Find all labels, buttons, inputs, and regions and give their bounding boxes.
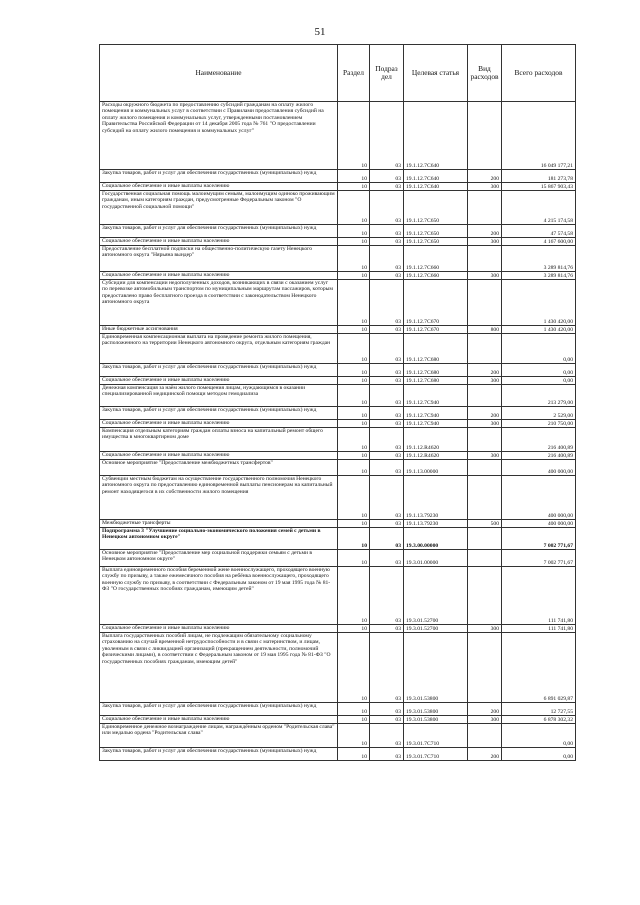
table-body (100, 102, 576, 761)
table-row (100, 633, 576, 703)
row-section: 10 (338, 280, 370, 326)
row-subsection: 03 (370, 272, 404, 280)
row-kind (468, 191, 502, 225)
row-total: 1 430 420,00 (502, 280, 576, 326)
row-total: 6 891 029,87 (502, 633, 576, 703)
row-name: Межбюджетные трансферты (100, 520, 338, 528)
row-subsection: 03 (370, 625, 404, 633)
table-row (100, 703, 576, 716)
table-row (100, 460, 576, 476)
row-subsection: 03 (370, 724, 404, 748)
row-section: 10 (338, 748, 370, 761)
row-subsection: 03 (370, 280, 404, 326)
row-article: 19.1.12.7С650 (404, 238, 468, 246)
row-article: 19.3.01.00000 (404, 550, 468, 567)
row-article: 19.1.12.7С650 (404, 191, 468, 225)
row-article: 19.3.00.00000 (404, 528, 468, 550)
table-row (100, 550, 576, 567)
row-total: 210 750,00 (502, 420, 576, 428)
row-kind: 300 (468, 420, 502, 428)
table-row (100, 246, 576, 272)
row-article: 19.1.12.7С670 (404, 280, 468, 326)
row-kind: 200 (468, 364, 502, 377)
row-name: Социальное обеспечение и иные выплаты населению (100, 452, 338, 460)
row-article: 19.1.12.7С940 (404, 407, 468, 420)
row-name: Единовременная компенсационная выплата на проведение ремонта жилого помещения, расположенного на территории Ненецкого автономного округа, отдельным категориям граждан (100, 334, 338, 364)
row-section: 10 (338, 724, 370, 748)
row-article: 19.1.12.7С680 (404, 364, 468, 377)
row-total: 400 000,00 (502, 520, 576, 528)
table-row (100, 377, 576, 385)
row-kind: 300 (468, 625, 502, 633)
row-section: 10 (338, 326, 370, 334)
table-row (100, 225, 576, 238)
row-article: 19.1.12.7С680 (404, 377, 468, 385)
row-subsection: 03 (370, 748, 404, 761)
row-section: 10 (338, 191, 370, 225)
row-kind: 300 (468, 452, 502, 460)
row-article: 19.3.01.7С710 (404, 748, 468, 761)
row-section: 10 (338, 183, 370, 191)
row-kind (468, 102, 502, 170)
row-subsection: 03 (370, 420, 404, 428)
row-name: Государственная социальная помощь малоимущим семьям, малоимущим одиноко проживающим гражданам, иным категориям граждан, предусмотренные Федеральным законом "О государственной социальной помощи" (100, 191, 338, 225)
row-article: 19.1.13.79230 (404, 476, 468, 520)
row-subsection: 03 (370, 102, 404, 170)
table-row (100, 238, 576, 246)
row-section: 10 (338, 716, 370, 724)
header-kind: Вид расходов (468, 45, 502, 102)
row-article: 19.1.12.7С640 (404, 183, 468, 191)
row-name: Социальное обеспечение и иные выплаты населению (100, 716, 338, 724)
row-section: 10 (338, 272, 370, 280)
row-article: 19.1.12.7С940 (404, 385, 468, 407)
row-section: 10 (338, 460, 370, 476)
row-subsection: 03 (370, 238, 404, 246)
row-article: 19.1.12.7С640 (404, 102, 468, 170)
row-total: 4 167 600,00 (502, 238, 576, 246)
row-kind: 300 (468, 716, 502, 724)
row-article: 19.1.12.7С670 (404, 326, 468, 334)
row-name: Выплата единовременного пособия беременной жене военнослужащего, проходящего военную службу по призыву, а также ежемесячного пособия на ребёнка военнослужащего, проходящего военную службу по призыву, в соответствии с Федеральным законом от 19 мая 1995 года № 81-ФЗ "О государственных пособиях гражданам, имеющим детей" (100, 567, 338, 625)
row-kind: 300 (468, 183, 502, 191)
row-total: 400 000,00 (502, 460, 576, 476)
row-article: 19.1.12.7С660 (404, 272, 468, 280)
row-subsection: 03 (370, 520, 404, 528)
row-total: 4 215 174,58 (502, 191, 576, 225)
table-row (100, 334, 576, 364)
row-total: 400 000,00 (502, 476, 576, 520)
row-kind: 200 (468, 170, 502, 183)
row-name: Расходы окружного бюджета по предоставлению субсидий гражданам на оплату жилого помещения и коммунальных услуг в соответствии с Правилами предоставления субсидий на оплату жилого помещения и коммунальных услуг, утвержденными постановлением Правительства Российской Федерации от 14 декабря 2005 года № 761 "О предоставлении субсидий на оплату жилого помещения и коммунальных услуг" (100, 102, 338, 170)
table-row (100, 326, 576, 334)
row-section: 10 (338, 452, 370, 460)
row-subsection: 03 (370, 476, 404, 520)
row-section: 10 (338, 528, 370, 550)
row-total: 16 049 177,21 (502, 102, 576, 170)
table-row (100, 528, 576, 550)
row-subsection: 03 (370, 716, 404, 724)
row-total: 3 289 814,76 (502, 246, 576, 272)
row-total: 2 529,00 (502, 407, 576, 420)
row-total: 47 574,58 (502, 225, 576, 238)
row-kind (468, 724, 502, 748)
row-subsection: 03 (370, 326, 404, 334)
row-section: 10 (338, 334, 370, 364)
table-header-row (100, 45, 576, 102)
row-section: 10 (338, 377, 370, 385)
row-kind (468, 528, 502, 550)
row-name: Денежная компенсация за наём жилого помещения лицам, нуждающимся в оказании специализированной медицинской помощи методом гемодиализа (100, 385, 338, 407)
row-name: Социальное обеспечение и иные выплаты населению (100, 272, 338, 280)
row-total: 0,00 (502, 724, 576, 748)
row-article: 19.1.12.7С660 (404, 246, 468, 272)
table-row (100, 625, 576, 633)
row-article: 19.1.12.7С650 (404, 225, 468, 238)
row-kind: 300 (468, 272, 502, 280)
row-kind (468, 567, 502, 625)
row-kind (468, 633, 502, 703)
row-section: 10 (338, 703, 370, 716)
row-kind: 500 (468, 520, 502, 528)
table-row (100, 567, 576, 625)
row-section: 10 (338, 420, 370, 428)
table-row (100, 452, 576, 460)
row-total: 181 273,78 (502, 170, 576, 183)
row-name: Выплата государственных пособий лицам, не подлежащим обязательному социальному страхованию на случай временной нетрудоспособности и в связи с материнством, и лицам, уволенным в связи с ликвидацией организаций (прекращением деятельности, полномочий физическими лицами), в соответствии с Федеральным законом от 19 мая 1995 года № 81-ФЗ "О государственных пособиях гражданам, имеющим детей" (100, 633, 338, 703)
row-subsection: 03 (370, 703, 404, 716)
row-article: 19.1.13.00000 (404, 460, 468, 476)
table-row (100, 102, 576, 170)
row-total: 7 002 771,67 (502, 528, 576, 550)
row-kind (468, 334, 502, 364)
row-article: 19.1.12.R4620 (404, 428, 468, 452)
table-row (100, 385, 576, 407)
row-total: 111 741,80 (502, 625, 576, 633)
row-kind (468, 460, 502, 476)
row-kind (468, 476, 502, 520)
row-name: Закупка товаров, работ и услуг для обеспечения государственных (муниципальных) нужд (100, 170, 338, 183)
row-name: Социальное обеспечение и иные выплаты населению (100, 420, 338, 428)
row-kind: 200 (468, 225, 502, 238)
row-article: 19.3.01.53800 (404, 633, 468, 703)
table-row (100, 428, 576, 452)
row-section: 10 (338, 102, 370, 170)
row-name: Социальное обеспечение и иные выплаты населению (100, 183, 338, 191)
budget-table (99, 44, 576, 761)
row-subsection: 03 (370, 191, 404, 225)
row-kind (468, 246, 502, 272)
row-total: 6 878 302,32 (502, 716, 576, 724)
row-subsection: 03 (370, 170, 404, 183)
table-row (100, 170, 576, 183)
row-section: 10 (338, 364, 370, 377)
header-name: Наименование (100, 45, 338, 102)
row-total: 12 727,55 (502, 703, 576, 716)
row-article: 19.3.01.53800 (404, 716, 468, 724)
row-article: 19.1.12.R4620 (404, 452, 468, 460)
row-kind (468, 550, 502, 567)
row-section: 10 (338, 633, 370, 703)
row-name: Социальное обеспечение и иные выплаты населению (100, 238, 338, 246)
table-row (100, 183, 576, 191)
row-subsection: 03 (370, 334, 404, 364)
page-number: 51 (314, 26, 326, 38)
row-section: 10 (338, 246, 370, 272)
row-name: Основное мероприятие "Предоставление мер социальной поддержки семьям с детьми в Ненецком автономном округе" (100, 550, 338, 567)
row-section: 10 (338, 550, 370, 567)
row-name: Подпрограмма 3 "Улучшение социально-экономического положения семей с детьми в Ненецком автономном округе" (100, 528, 338, 550)
row-subsection: 03 (370, 567, 404, 625)
row-article: 19.1.13.79230 (404, 520, 468, 528)
row-name: Компенсация отдельным категориям граждан оплаты взноса на капитальный ремонт общего имущества в многоквартирном доме (100, 428, 338, 452)
table-row (100, 420, 576, 428)
row-article: 19.1.12.7С680 (404, 334, 468, 364)
row-kind: 300 (468, 238, 502, 246)
row-subsection: 03 (370, 452, 404, 460)
row-subsection: 03 (370, 407, 404, 420)
row-subsection: 03 (370, 183, 404, 191)
header-subsection: Подраз дел (370, 45, 404, 102)
table-row (100, 272, 576, 280)
row-subsection: 03 (370, 633, 404, 703)
table-row (100, 280, 576, 326)
row-article: 19.3.01.52700 (404, 567, 468, 625)
row-total: 111 741,80 (502, 567, 576, 625)
row-section: 10 (338, 385, 370, 407)
row-kind: 200 (468, 748, 502, 761)
row-kind: 300 (468, 377, 502, 385)
row-total: 0,00 (502, 334, 576, 364)
row-section: 10 (338, 407, 370, 420)
row-name: Закупка товаров, работ и услуг для обеспечения государственных (муниципальных) нужд (100, 364, 338, 377)
row-section: 10 (338, 170, 370, 183)
row-subsection: 03 (370, 460, 404, 476)
table-row (100, 724, 576, 748)
row-subsection: 03 (370, 246, 404, 272)
row-subsection: 03 (370, 550, 404, 567)
row-name: Предоставление бесплатной подписки на общественно-политическую газету Ненецкого автономного округа "Нярьяна вындер" (100, 246, 338, 272)
row-subsection: 03 (370, 528, 404, 550)
table-row (100, 364, 576, 377)
table-row (100, 748, 576, 761)
row-subsection: 03 (370, 377, 404, 385)
row-kind: 200 (468, 703, 502, 716)
row-section: 10 (338, 567, 370, 625)
row-name: Закупка товаров, работ и услуг для обеспечения государственных (муниципальных) нужд (100, 703, 338, 716)
row-total: 216 400,89 (502, 428, 576, 452)
row-total: 216 400,89 (502, 452, 576, 460)
row-total: 15 867 903,43 (502, 183, 576, 191)
row-name: Субсидии для компенсации недополученных доходов, возникающих в связи с оказанием услуг по перевозке автомобильным транспортом по муниципальным маршрутам пассажиров, которым предоставлено право бесплатного проезда в соответствии с законодательством Ненецкого автономного округа (100, 280, 338, 326)
row-subsection: 03 (370, 225, 404, 238)
row-name: Иные бюджетные ассигнования (100, 326, 338, 334)
row-article: 19.3.01.52700 (404, 625, 468, 633)
row-kind (468, 385, 502, 407)
table-row (100, 520, 576, 528)
row-total: 0,00 (502, 748, 576, 761)
row-article: 19.3.01.7С710 (404, 724, 468, 748)
row-article: 19.1.12.7С640 (404, 170, 468, 183)
row-name: Субвенции местным бюджетам на осуществление государственного полномочия Ненецкого автономного округа по предоставлению единовременной выплаты пенсионерам на капитальный ремонт находящегося в их собственности жилого помещения (100, 476, 338, 520)
table-row (100, 407, 576, 420)
header-article: Целевая статья (404, 45, 468, 102)
row-name: Социальное обеспечение и иные выплаты населению (100, 377, 338, 385)
row-total: 7 002 771,67 (502, 550, 576, 567)
row-total: 1 430 420,00 (502, 326, 576, 334)
row-section: 10 (338, 238, 370, 246)
row-section: 10 (338, 520, 370, 528)
row-total: 3 289 814,76 (502, 272, 576, 280)
row-section: 10 (338, 625, 370, 633)
row-name: Закупка товаров, работ и услуг для обеспечения государственных (муниципальных) нужд (100, 225, 338, 238)
row-section: 10 (338, 225, 370, 238)
row-subsection: 03 (370, 385, 404, 407)
row-total: 0,00 (502, 377, 576, 385)
row-name: Основное мероприятие "Предоставление межбюджетных трансфертов" (100, 460, 338, 476)
row-kind: 800 (468, 326, 502, 334)
table-row (100, 476, 576, 520)
row-subsection: 03 (370, 364, 404, 377)
row-total: 0,00 (502, 364, 576, 377)
header-section: Раздел (338, 45, 370, 102)
row-name: Единовременное денежное вознаграждение лицам, награждённым орденом "Родительская слава" или медалью ордена "Родительская слава" (100, 724, 338, 748)
row-kind: 200 (468, 407, 502, 420)
row-article: 19.1.12.7С940 (404, 420, 468, 428)
row-kind (468, 428, 502, 452)
row-name: Закупка товаров, работ и услуг для обеспечения государственных (муниципальных) нужд (100, 407, 338, 420)
table-row (100, 191, 576, 225)
row-name: Социальное обеспечение и иные выплаты населению (100, 625, 338, 633)
table-row (100, 716, 576, 724)
row-subsection: 03 (370, 428, 404, 452)
row-section: 10 (338, 476, 370, 520)
row-section: 10 (338, 428, 370, 452)
row-article: 19.3.01.53800 (404, 703, 468, 716)
row-name: Закупка товаров, работ и услуг для обеспечения государственных (муниципальных) нужд (100, 748, 338, 761)
header-total: Всего расходов (502, 45, 576, 102)
row-total: 213 279,00 (502, 385, 576, 407)
row-kind (468, 280, 502, 326)
